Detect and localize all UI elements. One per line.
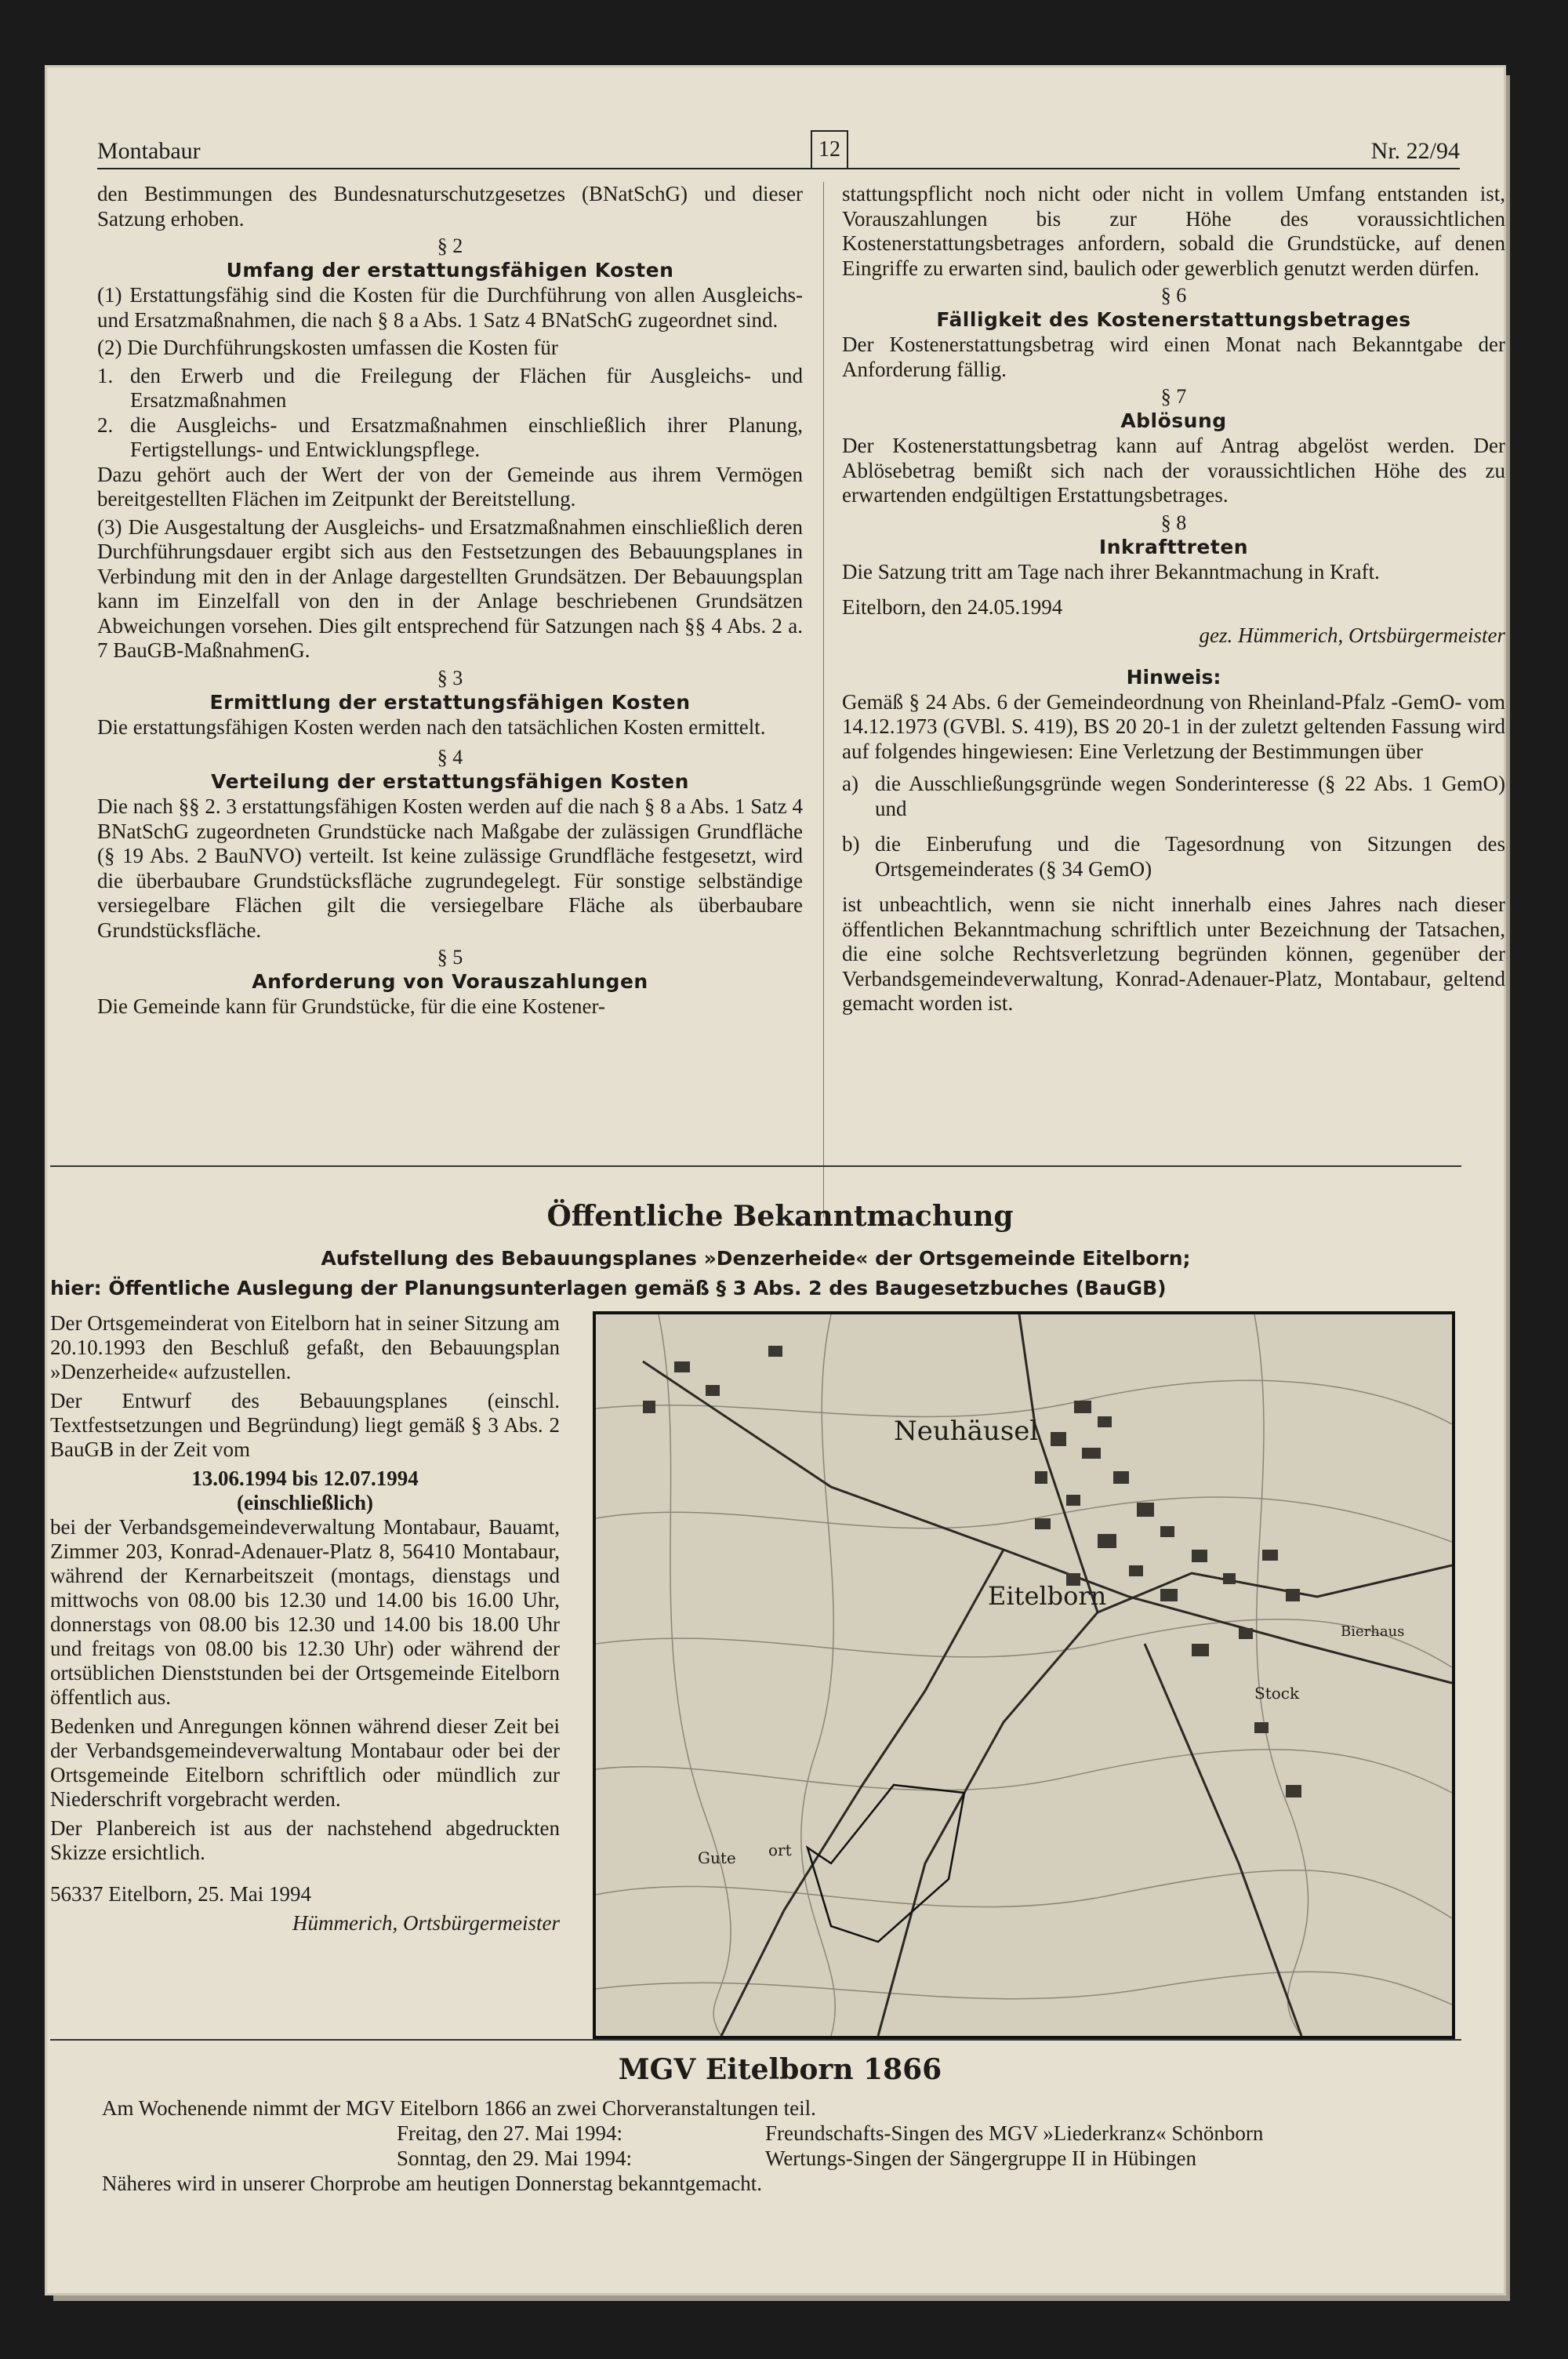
notice-place-date: 56337 Eitelborn, 25. Mai 1994 <box>50 1882 311 1906</box>
section-4-number: § 4 <box>437 746 463 769</box>
list-text: die Ausschließungsgründe wegen Sonderinteresse (§ 22 Abs. 1 GemO) und <box>875 772 1505 820</box>
header-town: Montabaur <box>97 138 201 164</box>
event-row <box>102 2146 1466 2171</box>
map-label-ort: ort <box>768 1841 792 1859</box>
list-item <box>842 832 1505 881</box>
section-2-para-1: (1) Erstattungsfähig sind die Kosten für die Durchführung von allen Ausgleichs- und Ersatzmaßnahmen, die nach § 8 a Abs. 1 Satz 4 BNatSchG zugeordnet sind. <box>97 283 803 332</box>
club-notice-body <box>102 2095 1466 2196</box>
club-notice-intro: Am Wochenende nimmt der MGV Eitelborn 1866 an zwei Chorveranstaltungen teil. <box>102 2096 816 2120</box>
section-4-para-1: Die nach §§ 2. 3 erstattungsfähigen Kosten werden auf die nach § 8 a Abs. 1 Satz 4 BNatSchG zugeordneten Grundstücke nach Maßgabe der zulässigen Grundfläche (§ 19 Abs. 2 BauNVO) verteilt. Ist keine zulässige Grundfläche festgesetzt, wird die überbaubare Grundstücksfläche zugrundegelegt. Für sonstige selbständige versiegelbare Flächen gilt die versiegelbare Fläche als überbaubare Grundstücksfläche. <box>97 794 803 942</box>
section-2-para-3: Dazu gehört auch der Wert der von der Gemeinde aus ihrem Vermögen bereitgestellten Flächen im Zeitpunkt der Bereitstellung. <box>97 462 803 511</box>
notice-para-3: bei der Verbandsgemeindeverwaltung Montabaur, Bauamt, Zimmer 203, Konrad-Adenauer-Platz 8, 56410 Montabaur, während der Kernarbeitszeit (montags, dienstags und mittwochs von 08.00 bis 12.30 und 14.00 bis 16.00 Uhr, donnerstags von 08.00 bis 12.30 und 14.00 bis 18.00 Uhr und freitags von 08.00 bis 12.30 Uhr) oder während der ortsüblichen Dienststunden bei der Ortsgemeinde Eitelborn öffentlich aus. <box>50 1515 560 1709</box>
list-text: die Ausgleichs- und Ersatzmaßnahmen einschließlich ihrer Planung, Fertigstellungs- und Entwicklungspflege. <box>130 413 803 461</box>
map-label-bierhaus: Bierhaus <box>1341 1623 1405 1640</box>
column-divider <box>823 182 824 1217</box>
signature-line: gez. Hümmerich, Ortsbürgermeister <box>1199 623 1505 647</box>
section-2-para-2: (2) Die Durchführungskosten umfassen die Kosten für <box>97 336 558 359</box>
list-text: die Einberufung und die Tagesordnung von Sitzungen des Ortsgemeinderates (§ 34 GemO) <box>875 832 1505 881</box>
section-5-continued: stattungspflicht noch nicht oder nicht in vollem Umfang entstanden ist, Vorauszahlungen bis zur Höhe des voraussichtlichen Kostenerstattungsbetrages anfordern, sobald die Grundstücke, auf denen Eingriffe zu erwarten sind, baulich oder gewerblich genutzt werden dürfen. <box>842 182 1505 280</box>
list-number: b) <box>842 832 860 856</box>
section-8-title: Inkrafttreten <box>1098 535 1249 558</box>
list-number: 2. <box>97 413 114 437</box>
section-5-para-1: Die Gemeinde kann für Grundstücke, für die eine Kostener- <box>97 994 605 1018</box>
section-7-title: Ablösung <box>1120 409 1227 432</box>
event-date: Sonntag, den 29. Mai 1994: <box>397 2146 632 2170</box>
club-notice-title: MGV Eitelborn 1866 <box>618 2053 942 2086</box>
map-label-neuhaeusel: Neuhäusel <box>894 1416 1039 1447</box>
section-6-para-1: Der Kostenerstattungsbetrag wird einen Monat nach Bekanntgabe der Anforderung fällig. <box>842 333 1505 381</box>
list-item <box>842 772 1505 821</box>
notice-subtitle: Aufstellung des Bebauungsplanes »Denzerheide« der Ortsgemeinde Eitelborn; <box>321 1247 1191 1270</box>
section-3-para-1: Die erstattungsfähigen Kosten werden nach den tatsächlichen Kosten ermittelt. <box>97 714 766 739</box>
list-item <box>97 364 803 413</box>
section-divider <box>50 1165 1461 1167</box>
section-8-number: § 8 <box>1160 511 1187 534</box>
place-date: Eitelborn, den 24.05.1994 <box>842 595 1063 619</box>
page-number: 12 <box>811 130 848 168</box>
section-6-title: Fälligkeit des Kostenerstattungsbetrages <box>936 308 1411 331</box>
notice-subject: hier: Öffentliche Auslegung der Planungsunterlagen gemäß § 3 Abs. 2 des Baugesetzbuches (BauGB) <box>50 1277 1167 1299</box>
page-header <box>97 136 1460 169</box>
section-2-title: Umfang der erstattungsfähigen Kosten <box>226 259 674 282</box>
notice-para-4: Bedenken und Anregungen können während dieser Zeit bei der Verbandsgemeindeverwaltung Montabaur oder bei der Ortsgemeinde Eitelborn schriftlich oder mündlich zur Niederschrift vorgebracht werden. <box>50 1714 560 1811</box>
section-5-title: Anforderung von Vorauszahlungen <box>252 970 648 993</box>
list-text: den Erwerb und die Freilegung der Flächen für Ausgleichs- und Ersatzmaßnahmen <box>130 363 803 412</box>
section-2-para-4: (3) Die Ausgestaltung der Ausgleichs- und Ersatzmaßnahmen einschließlich deren Durchführungsdauer ergibt sich aus den Festsetzungen des Bebauungsplanes in Verbindung mit den in der Anlage dargestellten Grundsätzen. Der Bebauungsplan kann im Einzelfall von den in der Anlage beschriebenen Grundsätzen Abweichungen vorsehen. Dies gilt entsprechend für Satzungen nach §§ 4 Abs. 2 a. 7 BauGB-MaßnahmenG. <box>97 514 803 662</box>
issue-number: Nr. 22/94 <box>1370 138 1460 164</box>
map-label-eitelborn: Eitelborn <box>988 1581 1107 1611</box>
section-6-number: § 6 <box>1160 284 1187 307</box>
notice-para-1: Gemäß § 24 Abs. 6 der Gemeindeordnung von Rheinland-Pfalz -GemO- vom 14.12.1973 (GVBl. S. 419), BS 20 20-1 in der zuletzt geltenden Fassung wird auf folgendes hingewiesen: Eine Verletzung der Bestimmungen über <box>842 689 1505 763</box>
intro-text: den Bestimmungen des Bundesnaturschutzgesetzes (BNatSchG) und dieser Satzung erhoben. <box>97 182 803 231</box>
notice-heading: Hinweis: <box>1126 666 1221 689</box>
map-label-stock: Stock <box>1254 1684 1300 1703</box>
section-7-number: § 7 <box>1160 385 1187 408</box>
notice-para-1: Der Ortsgemeinderat von Eitelborn hat in seiner Sitzung am 20.10.1993 den Beschluß gefaßt, den Bebauungsplan »Denzerheide« aufzustellen. <box>50 1311 560 1383</box>
event-row <box>102 2121 1466 2146</box>
notice-signature: Hümmerich, Ortsbürgermeister <box>292 1911 560 1935</box>
club-notice-outro: Näheres wird in unserer Chorprobe am heutigen Donnerstag bekanntgemacht. <box>102 2172 762 2195</box>
section-7-para-1: Der Kostenerstattungsbetrag kann auf Antrag abgelöst werden. Der Ablösebetrag bemißt sich nach der voraussichtlichen Höhe des zu erwartenden endgültigen Erstattungsbetrages. <box>842 434 1505 507</box>
statute-column-left <box>97 182 803 1023</box>
section-8-para-1: Die Satzung tritt am Tage nach ihrer Bekanntmachung in Kraft. <box>842 559 1380 583</box>
notice-para-5: Der Planbereich ist aus der nachstehend abgedruckten Skizze ersichtlich. <box>50 1816 560 1864</box>
event-name: Wertungs-Singen der Sängergruppe II in Hübingen <box>765 2146 1196 2170</box>
map-drawing <box>596 1314 1452 2036</box>
section-2-number: § 2 <box>437 234 463 257</box>
notice-title: Öffentliche Bekanntmachung <box>546 1200 1014 1233</box>
notice-body <box>50 1311 560 1940</box>
notice-closing: ist unbeachtlich, wenn sie nicht innerhalb eines Jahres nach dieser öffentlichen Bekanntmachung schriftlich unter Bezeichnung der Tatsachen, die eine solche Rechtsverletzung begründen können, gegenüber der Verbandsgemeindeverwaltung, Konrad-Adenauer-Platz, Montabaur, geltend gemacht worden ist. <box>842 892 1505 1015</box>
section-3-number: § 3 <box>437 666 463 689</box>
list-number: 1. <box>97 363 114 387</box>
section-divider <box>50 2039 1461 2041</box>
notice-para-2: Der Entwurf des Bebauungsplanes (einschl. Textfestsetzungen und Begründung) liegt gemäß § 3 Abs. 2 BauGB in der Zeit vom <box>50 1389 560 1461</box>
statute-column-right <box>842 182 1505 1020</box>
event-date: Freitag, den 27. Mai 1994: <box>397 2121 622 2145</box>
section-4-title: Verteilung der erstattungsfähigen Kosten <box>211 770 689 793</box>
event-name: Freundschafts-Singen des MGV »Liederkranz« Schönborn <box>765 2121 1264 2145</box>
site-map <box>593 1311 1455 2039</box>
section-5-number: § 5 <box>437 946 463 969</box>
section-3-title: Ermittlung der erstattungsfähigen Kosten <box>209 690 691 714</box>
display-dates-note: (einschließlich) <box>237 1491 373 1514</box>
list-number: a) <box>842 772 858 795</box>
display-dates: 13.06.1994 bis 12.07.1994 <box>191 1467 419 1490</box>
list-item <box>97 413 803 463</box>
map-label-gute: Gute <box>698 1848 736 1867</box>
